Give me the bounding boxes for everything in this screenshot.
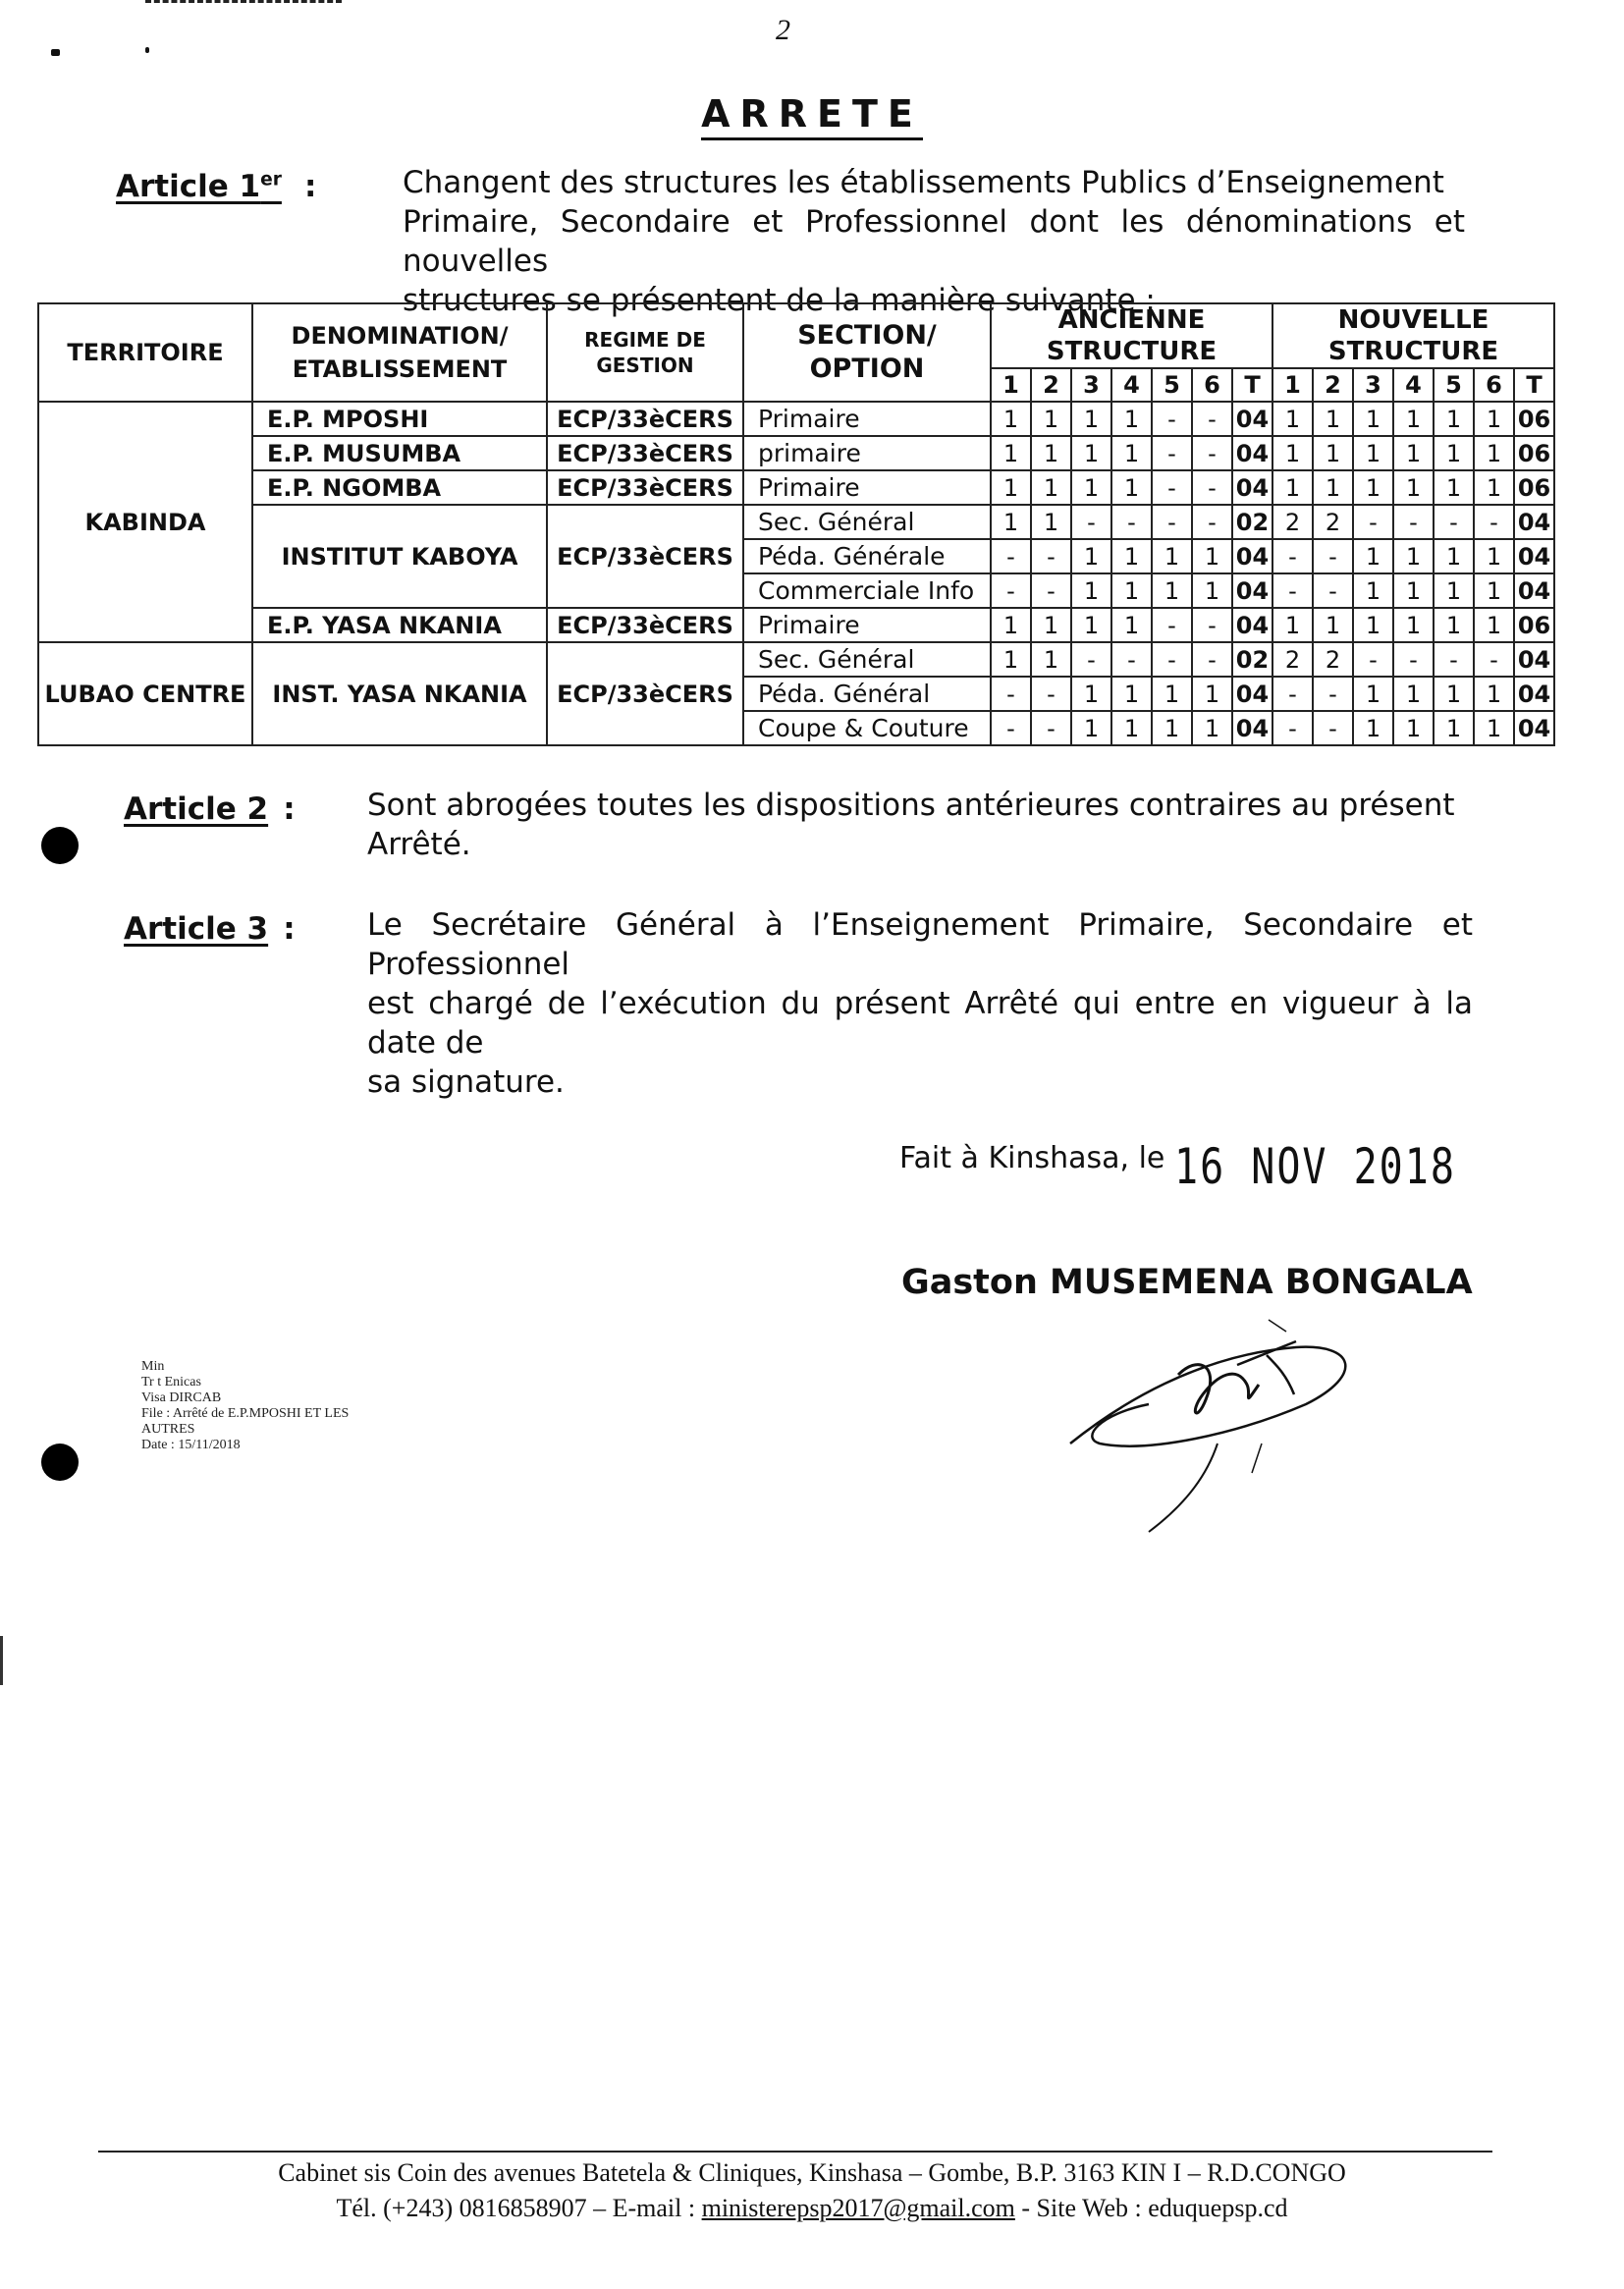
old-structure-cell: 1 xyxy=(1152,711,1192,745)
old-structure-cell: 1 xyxy=(991,608,1031,642)
new-structure-cell: 1 xyxy=(1474,711,1514,745)
new-structure-cell: 1 xyxy=(1474,402,1514,436)
new-structure-cell: 06 xyxy=(1514,436,1554,470)
new-structure-cell: - xyxy=(1272,677,1313,711)
new-structure-cell: 06 xyxy=(1514,608,1554,642)
new-structure-cell: - xyxy=(1313,539,1353,573)
new-structure-cell: - xyxy=(1272,573,1313,608)
old-structure-cell: 1 xyxy=(1031,505,1071,539)
footer-divider xyxy=(98,2151,1492,2153)
new-structure-cell: 1 xyxy=(1353,436,1393,470)
section-cell: Primaire xyxy=(743,470,991,505)
old-structure-cell: 1 xyxy=(1031,436,1071,470)
old-structure-cell: 1 xyxy=(1192,677,1232,711)
new-structure-cell: 1 xyxy=(1434,539,1474,573)
old-structure-cell: 1 xyxy=(991,402,1031,436)
scan-edge-dashes xyxy=(145,0,342,6)
new-structure-cell: 1 xyxy=(1353,711,1393,745)
old-structure-cell: 04 xyxy=(1232,608,1272,642)
place-date-line: Fait à Kinshasa, le xyxy=(899,1141,1165,1175)
new-structure-cell: 1 xyxy=(1434,608,1474,642)
old-structure-cell: 1 xyxy=(1152,573,1192,608)
header-section: SECTION/ OPTION xyxy=(743,303,991,402)
establishment-cell: INSTITUT KABOYA xyxy=(252,505,547,608)
establishment-cell: E.P. YASA NKANIA xyxy=(252,608,547,642)
old-structure-cell: 04 xyxy=(1232,539,1272,573)
section-cell: Péda. Général xyxy=(743,677,991,711)
old-structure-cell: 1 xyxy=(1192,711,1232,745)
new-structure-cell: 1 xyxy=(1393,677,1434,711)
old-structure-cell: 1 xyxy=(991,642,1031,677)
new-structure-cell: 04 xyxy=(1514,505,1554,539)
structures-table xyxy=(37,302,1555,746)
new-structure-cell: - xyxy=(1272,539,1313,573)
regime-cell: ECP/33èCERS xyxy=(547,436,743,470)
article-1-text: Changent des structures les établissements Publics d’Enseignement Primaire, Secondaire et Professionnel dont les dénominations et nouvelles structures se présentent de la manière suivante : xyxy=(403,165,1465,318)
table-row xyxy=(38,505,1554,539)
date-stamp: 16 NOV 2018 xyxy=(1174,1139,1456,1196)
old-structure-cell: - xyxy=(1152,402,1192,436)
col-header: 6 xyxy=(1192,368,1232,402)
new-structure-cell: - xyxy=(1474,642,1514,677)
new-structure-cell: 04 xyxy=(1514,539,1554,573)
new-structure-cell: - xyxy=(1353,642,1393,677)
col-header: 1 xyxy=(1272,368,1313,402)
article-1-heading: Article 1er : xyxy=(116,169,317,204)
scan-edge-mark xyxy=(0,1636,3,1685)
footer-email: ministerepsp2017@gmail.com xyxy=(701,2194,1015,2222)
old-structure-cell: 1 xyxy=(1152,539,1192,573)
old-structure-cell: 1 xyxy=(1071,402,1111,436)
new-structure-cell: 1 xyxy=(1393,402,1434,436)
old-structure-cell: - xyxy=(1031,711,1071,745)
new-structure-cell: 04 xyxy=(1514,573,1554,608)
old-structure-cell: 1 xyxy=(1111,711,1152,745)
table-row xyxy=(38,608,1554,642)
new-structure-cell: - xyxy=(1313,677,1353,711)
col-header: 2 xyxy=(1031,368,1071,402)
territory-cell: LUBAO CENTRE xyxy=(38,642,252,745)
new-structure-cell: 1 xyxy=(1272,436,1313,470)
old-structure-cell: - xyxy=(1031,539,1071,573)
new-structure-cell: 1 xyxy=(1474,470,1514,505)
old-structure-cell: 1 xyxy=(991,505,1031,539)
old-structure-cell: - xyxy=(1111,505,1152,539)
new-structure-cell: 1 xyxy=(1434,573,1474,608)
old-structure-cell: 1 xyxy=(1152,677,1192,711)
new-structure-cell: 1 xyxy=(1434,711,1474,745)
old-structure-cell: - xyxy=(1031,573,1071,608)
old-structure-cell: 1 xyxy=(1071,539,1111,573)
old-structure-cell: 1 xyxy=(1071,573,1111,608)
new-structure-cell: 1 xyxy=(1434,677,1474,711)
section-cell: Primaire xyxy=(743,402,991,436)
old-structure-cell: 1 xyxy=(1111,402,1152,436)
new-structure-cell: 04 xyxy=(1514,642,1554,677)
col-header: 2 xyxy=(1313,368,1353,402)
new-structure-cell: - xyxy=(1474,505,1514,539)
new-structure-cell: 1 xyxy=(1434,402,1474,436)
old-structure-cell: 1 xyxy=(1031,642,1071,677)
old-structure-cell: - xyxy=(1192,505,1232,539)
col-header: 3 xyxy=(1353,368,1393,402)
old-structure-cell: - xyxy=(1152,436,1192,470)
old-structure-cell: 1 xyxy=(1071,608,1111,642)
new-structure-cell: 1 xyxy=(1272,470,1313,505)
new-structure-cell: 1 xyxy=(1393,436,1434,470)
article-3-heading: Article 3 : xyxy=(124,911,296,947)
old-structure-cell: 04 xyxy=(1232,436,1272,470)
establishment-cell: E.P. MPOSHI xyxy=(252,402,547,436)
new-structure-cell: 06 xyxy=(1514,470,1554,505)
new-structure-cell: 1 xyxy=(1313,470,1353,505)
header-territoire: TERRITOIRE xyxy=(38,303,252,402)
old-structure-cell: 02 xyxy=(1232,642,1272,677)
new-structure-cell: 04 xyxy=(1514,677,1554,711)
new-structure-cell: 2 xyxy=(1313,642,1353,677)
article-3-text: Le Secrétaire Général à l’Enseignement Primaire, Secondaire et Professionnel est chargé de l’exécution du présent Arrêté qui entre en vigueur à la date de sa signature. xyxy=(367,907,1473,1100)
new-structure-cell: 1 xyxy=(1353,573,1393,608)
new-structure-cell: 1 xyxy=(1353,677,1393,711)
new-structure-cell: 1 xyxy=(1353,470,1393,505)
new-structure-cell: - xyxy=(1434,505,1474,539)
col-header: 4 xyxy=(1111,368,1152,402)
old-structure-cell: - xyxy=(991,677,1031,711)
new-structure-cell: 1 xyxy=(1393,539,1434,573)
regime-cell: ECP/33èCERS xyxy=(547,505,743,608)
col-header: 5 xyxy=(1434,368,1474,402)
col-header: 5 xyxy=(1152,368,1192,402)
old-structure-cell: - xyxy=(991,539,1031,573)
old-structure-cell: - xyxy=(1152,505,1192,539)
section-cell: Péda. Générale xyxy=(743,539,991,573)
punch-hole-mark xyxy=(41,827,79,864)
new-structure-cell: 1 xyxy=(1474,436,1514,470)
new-structure-cell: - xyxy=(1313,573,1353,608)
new-structure-cell: 1 xyxy=(1393,608,1434,642)
section-cell: Coupe & Couture xyxy=(743,711,991,745)
table-row xyxy=(38,642,1554,677)
old-structure-cell: 1 xyxy=(1071,436,1111,470)
section-cell: Sec. Général xyxy=(743,642,991,677)
file-meta: Min Tr t Enicas Visa DIRCAB File : Arrêté de E.P.MPOSHI ET LES AUTRES Date : 15/11/2018 xyxy=(141,1359,350,1452)
new-structure-cell: 1 xyxy=(1393,573,1434,608)
new-structure-cell: 06 xyxy=(1514,402,1554,436)
col-header: 1 xyxy=(991,368,1031,402)
col-header: 6 xyxy=(1474,368,1514,402)
regime-cell: ECP/33èCERS xyxy=(547,402,743,436)
section-cell: Sec. Général xyxy=(743,505,991,539)
scan-mark xyxy=(145,47,149,53)
old-structure-cell: - xyxy=(1152,470,1192,505)
old-structure-cell: 1 xyxy=(1111,608,1152,642)
old-structure-cell: 1 xyxy=(1071,677,1111,711)
old-structure-cell: 02 xyxy=(1232,505,1272,539)
old-structure-cell: - xyxy=(1152,608,1192,642)
footer-address: Cabinet sis Coin des avenues Batetela & Cliniques, Kinshasa – Gombe, B.P. 3163 KIN I – R.D.CONGO xyxy=(278,2158,1346,2187)
old-structure-cell: - xyxy=(1031,677,1071,711)
new-structure-cell: 2 xyxy=(1313,505,1353,539)
old-structure-cell: - xyxy=(1152,642,1192,677)
new-structure-cell: 1 xyxy=(1393,711,1434,745)
article-2-text: Sont abrogées toutes les dispositions antérieures contraires au présent Arrêté. xyxy=(367,788,1455,862)
new-structure-cell: 2 xyxy=(1272,505,1313,539)
old-structure-cell: - xyxy=(1192,470,1232,505)
old-structure-cell: - xyxy=(1071,505,1111,539)
header-regime: REGIME DE GESTION xyxy=(547,303,743,402)
handwritten-signature xyxy=(1041,1296,1453,1552)
new-structure-cell: 1 xyxy=(1313,608,1353,642)
old-structure-cell: - xyxy=(991,573,1031,608)
new-structure-cell: 04 xyxy=(1514,711,1554,745)
table-row xyxy=(38,470,1554,505)
old-structure-cell: 1 xyxy=(1071,470,1111,505)
col-header: T xyxy=(1232,368,1272,402)
new-structure-cell: - xyxy=(1393,505,1434,539)
old-structure-cell: 1 xyxy=(1111,677,1152,711)
new-structure-cell: 1 xyxy=(1313,402,1353,436)
territory-cell: KABINDA xyxy=(38,402,252,642)
old-structure-cell: 1 xyxy=(1111,470,1152,505)
new-structure-cell: 1 xyxy=(1353,539,1393,573)
table-row xyxy=(38,402,1554,436)
new-structure-cell: 1 xyxy=(1313,436,1353,470)
new-structure-cell: 1 xyxy=(1474,677,1514,711)
document-title: ARRETE xyxy=(0,92,1624,136)
section-cell: primaire xyxy=(743,436,991,470)
old-structure-cell: - xyxy=(1192,642,1232,677)
regime-cell: ECP/33èCERS xyxy=(547,642,743,745)
new-structure-cell: 1 xyxy=(1272,608,1313,642)
col-header: T xyxy=(1514,368,1554,402)
new-structure-cell: 1 xyxy=(1474,608,1514,642)
article-2-heading: Article 2 : xyxy=(124,791,296,827)
section-cell: Primaire xyxy=(743,608,991,642)
establishment-cell: INST. YASA NKANIA xyxy=(252,642,547,745)
old-structure-cell: 04 xyxy=(1232,573,1272,608)
old-structure-cell: 1 xyxy=(1071,711,1111,745)
old-structure-cell: 1 xyxy=(1031,402,1071,436)
old-structure-cell: - xyxy=(1071,642,1111,677)
old-structure-cell: 04 xyxy=(1232,677,1272,711)
old-structure-cell: - xyxy=(991,711,1031,745)
new-structure-cell: - xyxy=(1313,711,1353,745)
old-structure-cell: 1 xyxy=(1192,539,1232,573)
old-structure-cell: 1 xyxy=(1192,573,1232,608)
regime-cell: ECP/33èCERS xyxy=(547,470,743,505)
old-structure-cell: - xyxy=(1192,402,1232,436)
header-nouvelle-structure: NOUVELLE STRUCTURE xyxy=(1272,303,1554,368)
regime-cell: ECP/33èCERS xyxy=(547,608,743,642)
old-structure-cell: 1 xyxy=(991,436,1031,470)
new-structure-cell: - xyxy=(1272,711,1313,745)
old-structure-cell: - xyxy=(1192,608,1232,642)
old-structure-cell: 1 xyxy=(1111,573,1152,608)
col-header: 4 xyxy=(1393,368,1434,402)
new-structure-cell: 1 xyxy=(1434,436,1474,470)
signatory-name: Gaston MUSEMENA BONGALA xyxy=(901,1263,1473,1302)
header-denomination: DENOMINATION/ ETABLISSEMENT xyxy=(252,303,547,402)
new-structure-cell: 1 xyxy=(1353,608,1393,642)
page-number: 2 xyxy=(776,14,790,46)
new-structure-cell: - xyxy=(1393,642,1434,677)
old-structure-cell: - xyxy=(1111,642,1152,677)
old-structure-cell: 04 xyxy=(1232,711,1272,745)
new-structure-cell: - xyxy=(1434,642,1474,677)
table-row xyxy=(38,436,1554,470)
new-structure-cell: 1 xyxy=(1353,402,1393,436)
old-structure-cell: 1 xyxy=(1111,436,1152,470)
old-structure-cell: 1 xyxy=(991,470,1031,505)
old-structure-cell: 04 xyxy=(1232,470,1272,505)
punch-hole-mark xyxy=(41,1444,79,1481)
new-structure-cell: 1 xyxy=(1393,470,1434,505)
new-structure-cell: - xyxy=(1353,505,1393,539)
old-structure-cell: 1 xyxy=(1031,608,1071,642)
header-ancienne-structure: ANCIENNE STRUCTURE xyxy=(991,303,1272,368)
old-structure-cell: 1 xyxy=(1031,470,1071,505)
new-structure-cell: 1 xyxy=(1474,539,1514,573)
new-structure-cell: 1 xyxy=(1474,573,1514,608)
new-structure-cell: 2 xyxy=(1272,642,1313,677)
old-structure-cell: - xyxy=(1192,436,1232,470)
establishment-cell: E.P. NGOMBA xyxy=(252,470,547,505)
footer-contact: Tél. (+243) 0816858907 – E-mail : ministerepsp2017@gmail.com - Site Web : eduquepsp.cd xyxy=(336,2194,1288,2222)
old-structure-cell: 1 xyxy=(1111,539,1152,573)
col-header: 3 xyxy=(1071,368,1111,402)
establishment-cell: E.P. MUSUMBA xyxy=(252,436,547,470)
scan-mark xyxy=(51,49,60,56)
new-structure-cell: 1 xyxy=(1272,402,1313,436)
old-structure-cell: 04 xyxy=(1232,402,1272,436)
section-cell: Commerciale Info xyxy=(743,573,991,608)
new-structure-cell: 1 xyxy=(1434,470,1474,505)
